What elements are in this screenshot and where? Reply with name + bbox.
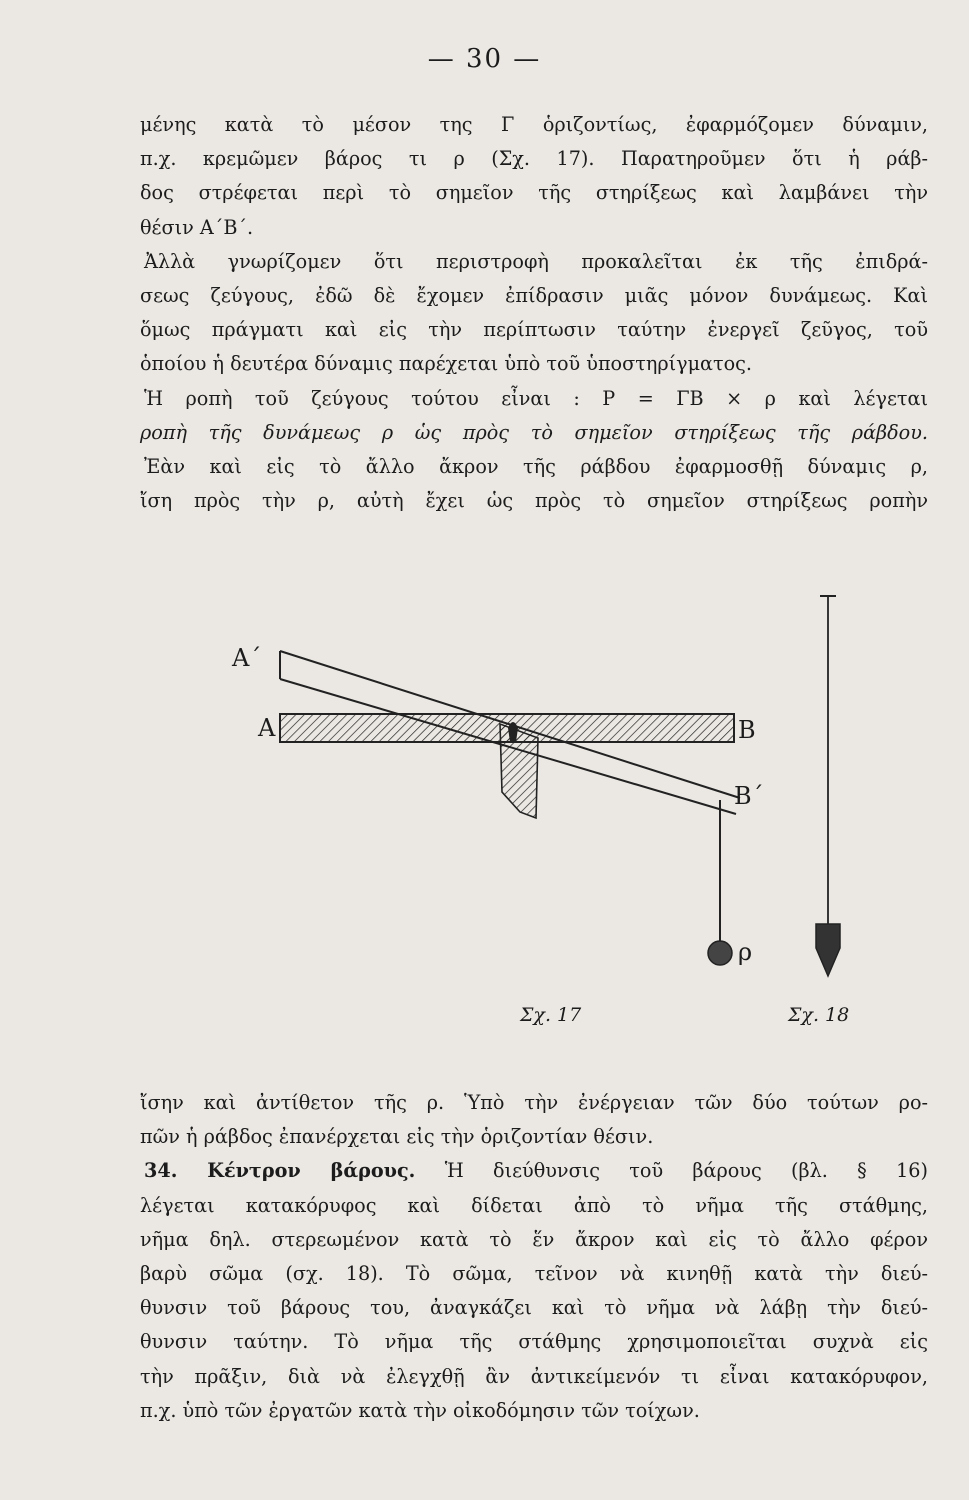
plumb-bob	[816, 924, 840, 976]
text-line: ὅμως πράγματι καὶ εἰς τὴν περίπτωσιν ταύτην ἐνεργεῖ ζεῦγος, τοῦ	[140, 318, 928, 342]
text-line: θέσιν Α΄Β΄.	[140, 215, 254, 239]
label-b: Β	[738, 716, 756, 744]
text-line: Ἡ ροπὴ τοῦ ζεύγους τούτου εἶναι : Ρ = ΓΒ × ρ καὶ λέγεται	[144, 386, 928, 410]
caption-fig-17: Σχ. 17	[520, 1004, 582, 1026]
text-line: π.χ. ὑπὸ τῶν ἐργατῶν κατὰ τὴν οἰκοδόμησιν τῶν τοίχων.	[140, 1398, 700, 1422]
label-a-prime: Α΄	[232, 644, 262, 672]
text-line: ὁποίου ἡ δευτέρα δύναμις παρέχεται ὑπὸ τοῦ ὑποστηρίγματος.	[140, 352, 753, 376]
text-line-italic	[140, 416, 928, 450]
section-heading: 34. Κέντρον βάρους.	[144, 1159, 416, 1183]
section-34-first-line	[140, 1154, 928, 1188]
text-top	[140, 108, 928, 518]
lever-and-plumb-figure	[140, 556, 928, 1036]
text-line: σεως ζεύγους, ἐδῶ δὲ ἔχομεν ἐπίδρασιν μιᾶς μόνον δυνάμεως. Καὶ	[140, 284, 928, 308]
italic-definition: ροπὴ τῆς δυνάμεως ρ ὡς πρὸς τὸ σημεῖον στηρίξεως τῆς ράβδου.	[140, 420, 928, 444]
text-line: νῆμα δηλ. στερεωμένον κατὰ τὸ ἕν ἄκρον καὶ εἰς τὸ ἄλλο φέρον	[140, 1227, 928, 1251]
label-a: Α	[258, 714, 276, 742]
caption-fig-18: Σχ. 18	[788, 1004, 850, 1026]
text-line: τὴν πρᾶξιν, διὰ νὰ ἐλεγχθῇ ἂν ἀντικείμενόν τι εἶναι κατακόρυφον,	[140, 1364, 928, 1388]
figures	[140, 556, 928, 1036]
text-line: δος στρέφεται περὶ τὸ σημεῖον τῆς στηρίξεως καὶ λαμβάνει τὴν	[140, 181, 928, 205]
page-number: — 30 —	[427, 44, 542, 74]
text-line: Ἀλλὰ γνωρίζομεν ὅτι περιστροφὴ προκαλεῖται ἐκ τῆς ἐπιδρά-	[144, 249, 928, 273]
label-b-prime: Β΄	[734, 782, 764, 810]
text-line: μένης κατὰ τὸ μέσον της Γ ὁριζοντίως, ἐφαρμόζομεν δύναμιν,	[140, 113, 928, 136]
text-line: πῶν ἡ ράβδος ἐπανέρχεται εἰς τὴν ὁριζοντίαν θέσιν.	[140, 1125, 654, 1149]
text-line: λέγεται κατακόρυφος καὶ δίδεται ἀπὸ τὸ νῆμα τῆς στάθμης,	[140, 1193, 928, 1217]
text-bottom	[140, 1086, 928, 1428]
label-rho: ρ	[738, 938, 753, 966]
text-line: ἴσην καὶ ἀντίθετον τῆς ρ. Ὑπὸ τὴν ἐνέργειαν τῶν δύο τούτων ρο-	[140, 1091, 928, 1114]
support	[500, 724, 538, 818]
text-line: θυνσιν ταύτην. Τὸ νῆμα τῆς στάθμης χρησιμοποιεῖται συχνὰ εἰς	[140, 1330, 928, 1354]
weight-17	[708, 941, 732, 965]
text-line: θυνσιν τοῦ βάρους του, ἀναγκάζει καὶ τὸ νῆμα νὰ λάβῃ τὴν διεύ-	[140, 1296, 928, 1320]
text-segment: Ἡ διεύθυνσις τοῦ βάρους (βλ. § 16)	[444, 1159, 928, 1183]
text-line: ἴση πρὸς τὴν ρ, αὐτὴ ἔχει ὡς πρὸς τὸ σημεῖον στηρίξεως ροπὴν	[140, 489, 928, 513]
text-line: βαρὺ σῶμα (σχ. 18). Τὸ σῶμα, τεῖνον νὰ κινηθῇ κατὰ τὴν διεύ-	[140, 1262, 928, 1286]
text-line: Ἐὰν καὶ εἰς τὸ ἄλλο ἄκρον τῆς ράβδου ἐφαρμοσθῇ δύναμις ρ,	[144, 455, 928, 479]
text-line: π.χ. κρεμῶμεν βάρος τι ρ (Σχ. 17). Παρατηροῦμεν ὅτι ἡ ράβ-	[140, 147, 928, 171]
